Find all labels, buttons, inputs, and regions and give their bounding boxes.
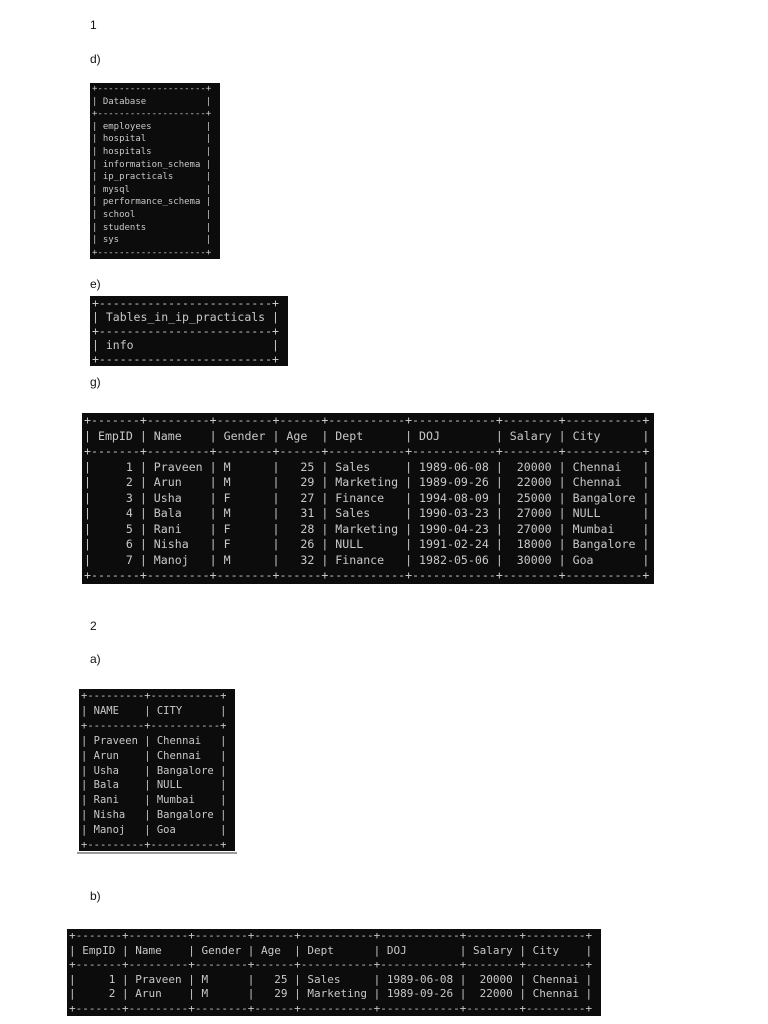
terminal-line: | 4 | Bala | M | 31 | Sales | 1990-03-23 | 27000 | NULL | [84,506,650,520]
terminal-line: | 3 | Usha | F | 27 | Finance | 1994-08-09 | 25000 | Bangalore | [84,490,650,505]
terminal-line: +--------------------+ [92,109,212,120]
terminal-line: +-------+---------+--------+------+-----------+------------+--------+---------+ [69,1001,593,1015]
terminal-line: | Bala | NULL | [81,779,227,792]
terminal-line: +-------+---------+--------+------+-----------+------------+--------+-----------+ [84,413,650,427]
terminal-line: | NAME | CITY | [81,704,227,717]
terminal-line: | Arun | Chennai | [81,749,227,762]
terminal-line: | ip_practicals | [92,172,212,183]
terminal-line: | 7 | Manoj | M | 32 | Finance | 1982-05-06 | 30000 | Goa | [84,552,650,567]
terminal-line: +-------+---------+--------+------+-----------+------------+--------+-----------+ [84,444,650,458]
terminal-line: | 5 | Rani | F | 28 | Marketing | 1990-04-23 | 27000 | Mumbai | [84,521,650,536]
terminal-line: | 1 | Praveen | M | 25 | Sales | 1989-06-08 | 20000 | Chennai | [69,972,593,986]
question-1-number: 1 [90,18,97,32]
terminal-line: +-------------------------+ [92,296,279,310]
terminal-line: | Manoj | Goa | [81,824,227,837]
terminal-line: | students | [92,222,212,233]
terminal-line: | hospital | [92,134,212,145]
terminal-line: | Nisha | Bangalore | [81,809,227,822]
question-2a-label: a) [90,652,101,666]
terminal-line: | EmpID | Name | Gender | Age | Dept | DOJ | Salary | City | [84,428,650,443]
terminal-line: +--------------------+ [92,247,212,258]
terminal-line: | Rani | Mumbai | [81,794,227,807]
terminal-line: +-------------------------+ [92,352,279,366]
terminal-line: | info | [92,338,279,352]
terminal-line: +---------+-----------+ [81,839,227,851]
terminal-line: +-------------------------+ [92,324,279,338]
databases-terminal-output [90,83,220,259]
terminal-line: | employees | [92,121,212,132]
terminal-line: +---------+-----------+ [81,690,227,702]
info-table-terminal-output [82,413,654,584]
terminal-line: | hospitals | [92,146,212,157]
terminal-line: | Database | [92,96,212,107]
terminal-line: | 6 | Nisha | F | 26 | NULL | 1991-02-24 | 18000 | Bangalore | [84,537,650,551]
question-2b-label: b) [90,889,101,903]
terminal-line: | 1 | Praveen | M | 25 | Sales | 1989-06-08 | 20000 | Chennai | [84,459,650,474]
terminal-line: | performance_schema | [92,197,212,208]
terminal-line: | information_schema | [92,159,212,170]
terminal-line: | 2 | Arun | M | 29 | Marketing | 1989-09-26 | 22000 | Chennai | [69,987,593,1000]
terminal-line: +-------+---------+--------+------+-----------+------------+--------+---------+ [69,958,593,971]
terminal-line: | sys | [92,235,212,246]
terminal-line: | Usha | Bangalore | [81,764,227,777]
terminal-line: | Tables_in_ip_practicals | [92,310,279,324]
terminal-line: | EmpID | Name | Gender | Age | Dept | DOJ | Salary | City | [69,943,593,957]
terminal-shadow [77,852,237,854]
name-city-terminal-output [79,689,235,851]
terminal-line: | Praveen | Chennai | [81,734,227,747]
terminal-line: +-------+---------+--------+------+-----------+------------+--------+-----------+ [84,568,650,582]
question-1d-label: d) [90,52,101,66]
terminal-line: | mysql | [92,184,212,195]
terminal-line: | 2 | Arun | M | 29 | Marketing | 1989-09-26 | 22000 | Chennai | [84,475,650,489]
tables-terminal-output [90,296,288,366]
terminal-line: +---------+-----------+ [81,719,227,732]
question-1g-label: g) [90,375,101,389]
filtered-info-terminal-output [67,929,601,1016]
terminal-line: +--------------------+ [92,84,212,94]
terminal-line: | school | [92,209,212,220]
question-2-number: 2 [90,619,97,633]
question-1e-label: e) [90,277,101,291]
terminal-line: +-------+---------+--------+------+-----------+------------+--------+---------+ [69,929,593,942]
